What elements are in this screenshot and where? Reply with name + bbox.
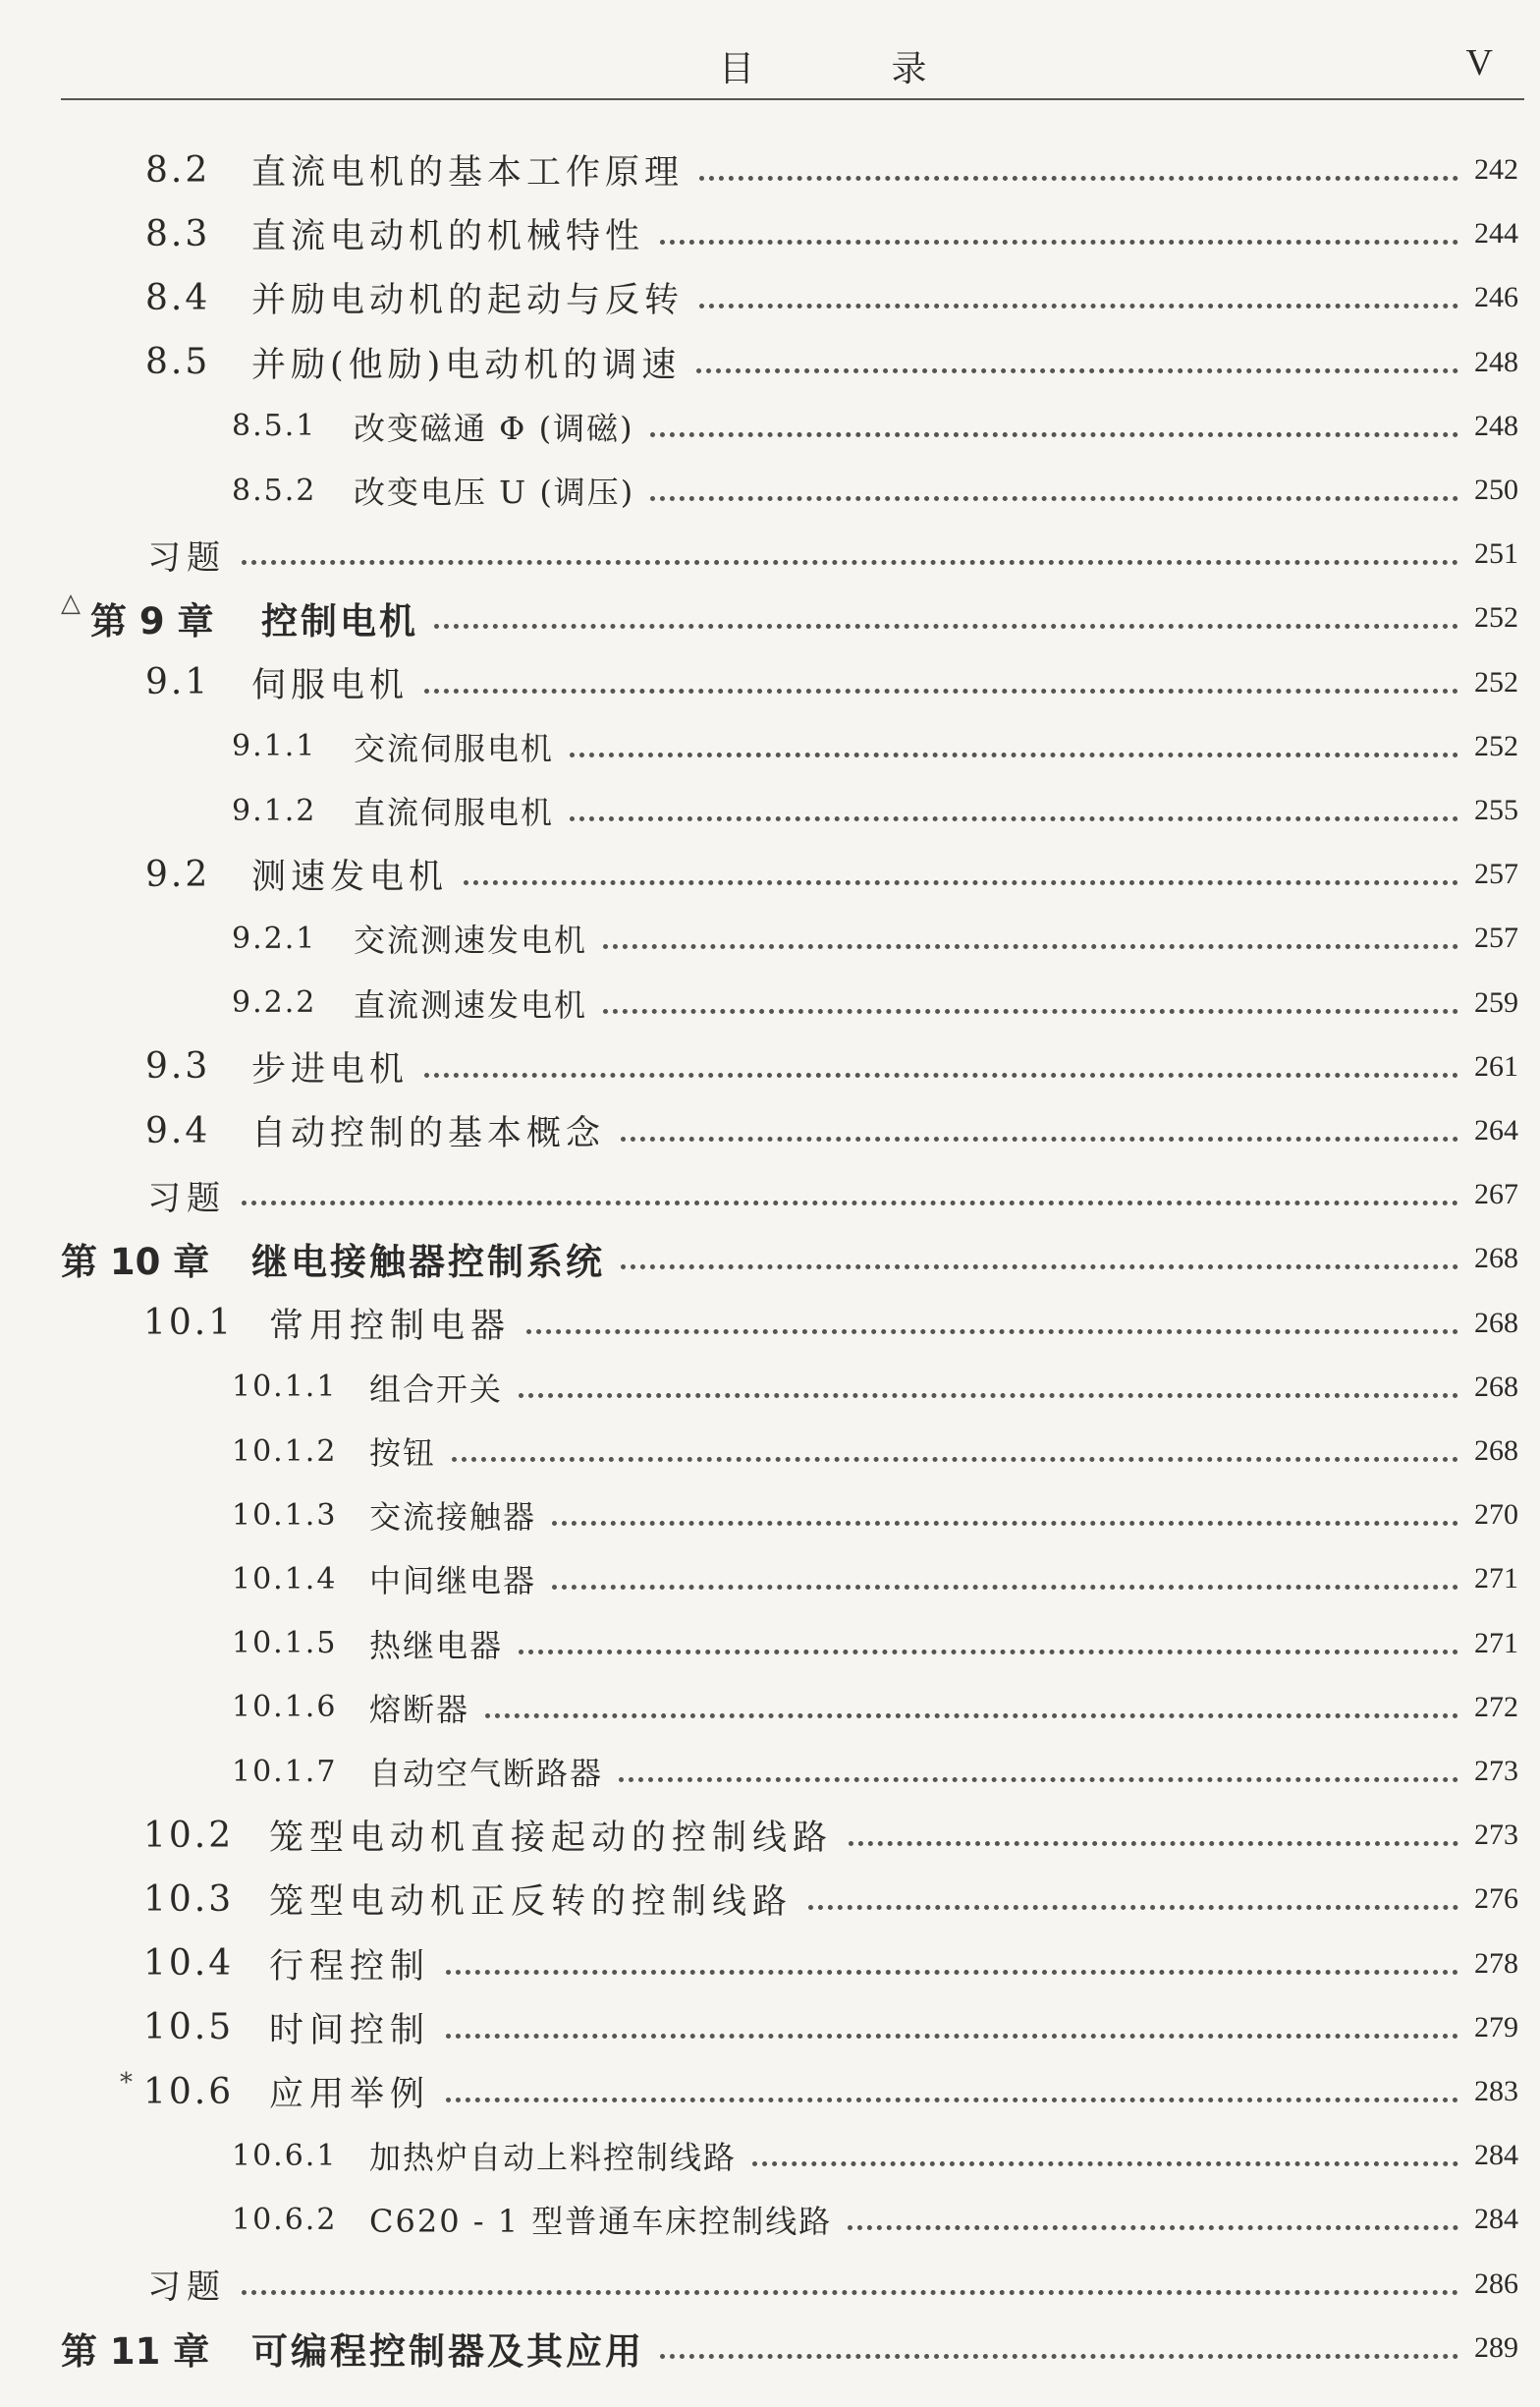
toc-entry-number: 10.4 [143,1943,235,1985]
dot-leader [242,2290,1458,2295]
toc-entry-number: 10.1.2 [232,1433,338,1469]
toc-entry[interactable] [0,1487,1540,1542]
toc-entry-title: 并励电动机的起动与反转 [251,281,685,321]
toc-entry[interactable] [0,2128,1540,2183]
toc-entry[interactable] [0,1680,1540,1735]
toc-entry-page: 264 [1474,1114,1518,1147]
toc-entry-title: 并励(他励)电动机的调速 [251,345,682,385]
toc-entry-title: 直流测速发电机 [354,985,588,1024]
toc-entry[interactable] [0,1360,1540,1415]
toc-entry-page: 257 [1474,922,1518,955]
toc-entry-page: 252 [1474,601,1518,635]
toc-entry-title: 组合开关 [369,1370,504,1408]
dot-leader [570,816,1458,821]
toc-entry-title: 习题 [147,537,226,578]
toc-entry-number: 第 11 章 [61,2329,210,2373]
dot-leader [452,1457,1458,1462]
toc-entry[interactable] [0,399,1540,454]
toc-entry[interactable] [0,1167,1540,1222]
toc-entry-page: 284 [1474,2139,1518,2172]
toc-entry-title: 加热炉自动上料控制线路 [369,2139,738,2177]
dot-leader [699,176,1458,181]
toc-entry-page: 248 [1474,345,1518,378]
toc-entry[interactable] [0,1039,1540,1094]
toc-entry-page: 273 [1474,1755,1518,1787]
toc-entry-title: 交流伺服电机 [354,729,555,767]
toc-entry-title: 笼型电动机直接起动的控制线路 [269,1819,834,1859]
toc-entry-number: 10.6.1 [232,2138,338,2173]
dot-leader [242,560,1458,565]
toc-entry[interactable] [0,2064,1540,2119]
toc-entry-title: 热继电器 [369,1626,504,1664]
toc-entry-title: 行程控制 [269,1946,431,1987]
toc-entry-page: 268 [1474,1306,1518,1339]
toc-entry-number: 10.1.3 [232,1497,338,1533]
toc-entry-number: 9.2.2 [232,985,317,1021]
dot-leader [434,624,1458,629]
toc-entry-page: 268 [1474,1434,1518,1467]
toc-entry-title: 交流测速发电机 [354,922,588,960]
toc-entry[interactable] [0,719,1540,774]
dot-leader [446,2098,1458,2102]
toc-entry-title: 改变电压 U (调压) [354,474,635,511]
toc-entry-page: 250 [1474,474,1518,506]
toc-entry-number: 8.5.2 [232,473,317,508]
toc-entry[interactable] [0,911,1540,966]
toc-entry-number: 10.2 [143,1815,235,1856]
toc-entry-title: 时间控制 [269,2010,431,2050]
toc-entry-number: 10.1.6 [232,1690,338,1725]
triangle-mark: △ [61,588,81,619]
optional-star-mark: * [120,2068,133,2098]
toc-entry-page: 283 [1474,2075,1518,2107]
toc-entry-number: 9.1.1 [232,729,317,764]
toc-entry[interactable] [0,335,1540,390]
dot-leader [621,1137,1458,1142]
toc-entry-page: 268 [1474,1242,1518,1275]
dot-leader [650,432,1458,437]
dot-leader [464,880,1458,885]
dot-leader [660,2354,1458,2359]
toc-entry-title: 改变磁通 Φ (调磁) [354,409,634,447]
toc-entry-number: 10.6.2 [232,2202,338,2237]
toc-entry[interactable] [0,206,1540,261]
toc-entry-title: 步进电机 [251,1049,410,1090]
toc-entry-page: 248 [1474,409,1518,442]
toc-entry[interactable] [0,1103,1540,1158]
header-page-number: V [1465,42,1493,84]
toc-entry-page: 284 [1474,2203,1518,2236]
toc-entry-page: 272 [1474,1690,1518,1723]
toc-entry-page: 268 [1474,1370,1518,1403]
toc-entry-number: 第 10 章 [61,1241,210,1284]
toc-entry-number: 10.1.5 [232,1626,338,1661]
toc-entry-page: 273 [1474,1819,1518,1852]
toc-entry[interactable] [0,270,1540,325]
toc-entry[interactable] [0,1936,1540,1991]
toc-entry[interactable] [0,527,1540,582]
dot-leader [603,944,1458,949]
toc-entry-number: 8.2 [145,149,211,191]
toc-entry-page: 259 [1474,985,1518,1019]
toc-entry-title: 直流电动机的机械特性 [251,217,645,257]
toc-entry-title: 常用控制电器 [269,1306,512,1346]
toc-entry-title: 伺服电机 [251,665,410,705]
dot-leader [621,1264,1458,1269]
toc-entry-page: 246 [1474,281,1518,314]
toc-entry-number: 8.5.1 [232,409,317,444]
toc-entry-page: 289 [1474,2330,1518,2364]
toc-entry-number: 8.4 [145,277,211,318]
toc-entry-number: 10.1 [143,1303,235,1344]
toc-entry-number: 9.1 [145,662,211,703]
dot-leader [650,496,1458,501]
dot-leader [619,1777,1458,1782]
toc-entry-number: 10.5 [143,2007,235,2048]
toc-entry-title: 自动空气断路器 [369,1755,604,1792]
dot-leader [849,1841,1458,1846]
toc-entry-number: 10.6 [143,2071,235,2112]
toc-entry-number: 9.3 [145,1046,211,1088]
toc-entry[interactable] [0,976,1540,1031]
dot-leader [552,1521,1458,1526]
toc-entry-page: 270 [1474,1498,1518,1532]
toc-entry-title: 应用举例 [269,2075,431,2114]
dot-leader [519,1650,1458,1654]
dot-leader [424,689,1458,694]
dot-leader [446,1970,1458,1975]
toc-entry-page: 271 [1474,1562,1518,1595]
dot-leader [519,1393,1458,1398]
toc-entry-title: 直流电机的基本工作原理 [251,153,685,193]
toc-entry-title: 测速发电机 [251,858,449,898]
toc-entry-number: 8.3 [145,213,211,254]
toc-entry[interactable] [0,142,1540,197]
toc-entry-page: 252 [1474,729,1518,762]
toc-entry-number: 10.1.7 [232,1754,338,1789]
dot-leader [526,1329,1458,1334]
toc-entry[interactable] [0,2257,1540,2312]
toc-entry[interactable] [0,463,1540,518]
dot-leader [603,1009,1458,1014]
toc-entry-number: 9.1.2 [232,793,317,828]
dot-leader [446,2034,1458,2039]
toc-entry-page: 271 [1474,1626,1518,1659]
toc-entry-page: 255 [1474,794,1518,826]
toc-entry[interactable] [0,1744,1540,1799]
toc-entry-title: 交流接触器 [369,1498,537,1537]
dot-leader [242,1201,1458,1205]
dot-leader [552,1585,1458,1590]
header-rule [61,98,1524,100]
toc-entry-number: 9.2 [145,854,211,895]
toc-entry-title: C620 - 1 型普通车床控制线路 [369,2203,833,2241]
toc-entry-title: 习题 [147,2267,226,2308]
toc-entry[interactable] [0,1872,1540,1927]
toc-entry-page: 286 [1474,2267,1518,2300]
toc-entry[interactable] [0,1231,1540,1286]
toc-entry-page: 261 [1474,1049,1518,1083]
toc-entry-number: 10.3 [143,1878,235,1920]
dot-leader [848,2225,1458,2230]
toc-entry-title: 可编程控制器及其应用 [251,2329,644,2373]
toc-entry-number: 9.4 [145,1110,211,1151]
dot-leader [699,304,1458,308]
toc-entry-page: 276 [1474,1882,1518,1916]
toc-entry[interactable] [0,783,1540,838]
toc-entry[interactable] [0,1808,1540,1863]
toc-entry[interactable] [0,847,1540,902]
dot-leader [808,1905,1458,1910]
toc-entry-title: 熔断器 [369,1690,470,1728]
dot-leader [485,1713,1458,1718]
toc-entry-number: 8.5 [145,342,211,383]
toc-entry[interactable] [0,2321,1540,2376]
toc-entry[interactable] [0,655,1540,710]
toc-entry-page: 252 [1474,665,1518,699]
toc-entry-page: 242 [1474,153,1518,186]
toc-entry-page: 257 [1474,858,1518,891]
toc-entry[interactable] [0,1296,1540,1351]
toc-entry-page: 267 [1474,1178,1518,1211]
toc-entry-title: 控制电机 [261,600,418,644]
toc-entry-title: 中间继电器 [369,1562,537,1600]
toc-entry-title: 笼型电动机正反转的控制线路 [269,1882,794,1923]
toc-entry-page: 251 [1474,537,1518,571]
toc-entry-page: 244 [1474,217,1518,251]
dot-leader [696,368,1458,373]
page-header [61,29,1524,98]
toc-entry-title: 习题 [147,1178,226,1218]
toc-entry-title: 直流伺服电机 [354,794,555,831]
toc-entry[interactable] [0,590,1540,645]
toc-entry[interactable] [0,2000,1540,2055]
dot-leader [570,753,1458,757]
toc-entry[interactable] [0,1551,1540,1606]
toc-entry-page: 278 [1474,1946,1518,1980]
toc-entry-page: 279 [1474,2010,1518,2043]
toc-entry-title: 自动控制的基本概念 [251,1114,606,1153]
toc-entry-number: 10.1.1 [232,1370,338,1405]
toc-entry-title: 按钮 [369,1434,437,1472]
dot-leader [752,2161,1458,2166]
toc-entry[interactable] [0,1616,1540,1671]
toc-entry-number: 10.1.4 [232,1561,338,1596]
toc-entry[interactable] [0,1424,1540,1479]
header-title: 目 录 [719,49,990,89]
dot-leader [660,240,1458,245]
toc-entry-number: 9.2.1 [232,921,317,956]
dot-leader [424,1073,1458,1078]
toc-entry-title: 继电接触器控制系统 [251,1241,605,1284]
toc-entry-number: 第 9 章 [90,600,214,644]
toc-entry[interactable] [0,2192,1540,2247]
